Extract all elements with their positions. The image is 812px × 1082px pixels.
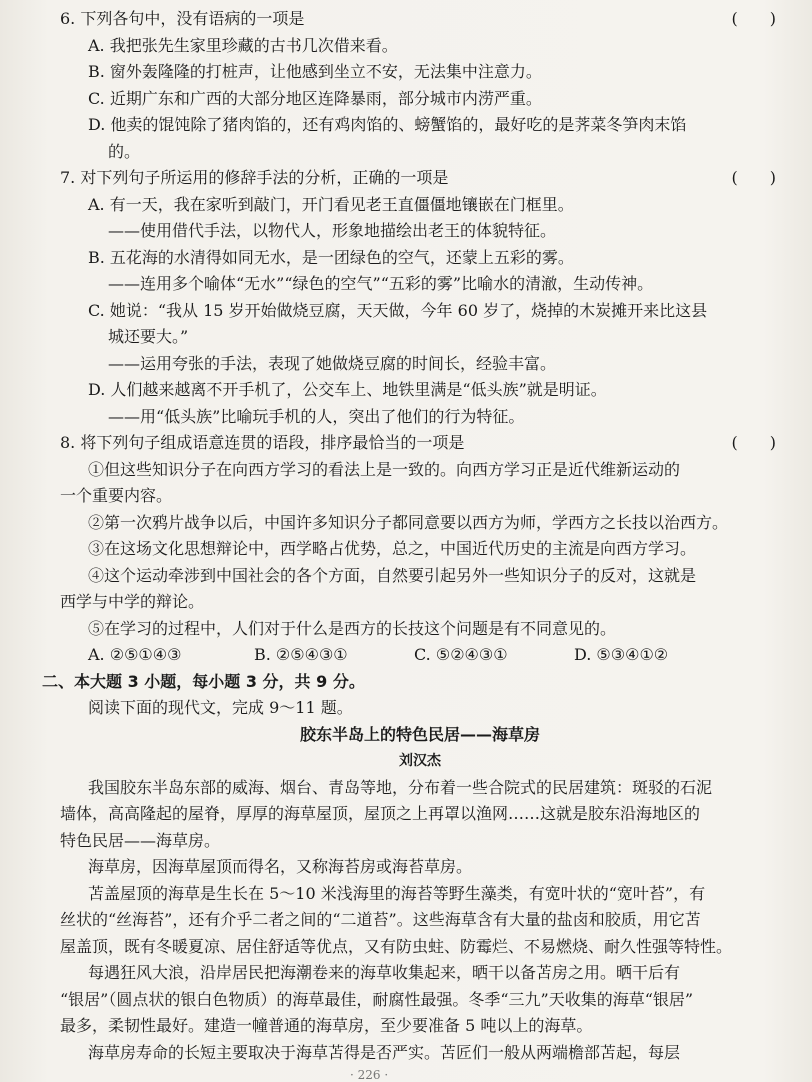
q7-option-c-note: ——运用夸张的手法，表现了她做烧豆腐的时间长，经验丰富。 bbox=[108, 353, 557, 373]
q6-option-c: C. 近期广东和广西的大部分地区连降暴雨，部分城市内涝严重。 bbox=[88, 88, 542, 108]
article-paragraph-3-line-2: 丝状的“丝海苔”，还有介乎二者之间的“二道苔”。这些海草含有大量的盐卤和胶质，用它苫 bbox=[60, 910, 701, 929]
q8-option-c: C. ⑤②④③① bbox=[414, 645, 508, 664]
question-7-stem: 7. 对下列句子所运用的修辞手法的分析，正确的一项是 ( ) bbox=[60, 165, 780, 192]
section-2-heading: 二、本大题 3 小题，每小题 3 分，共 9 分。 bbox=[42, 671, 365, 691]
article-paragraph-4-line-3: 最多，柔韧性最好。建造一幢普通的海草房，至少要准备 5 吨以上的海草。 bbox=[60, 1016, 593, 1035]
article-paragraph-1-line-2: 墙体，高高隆起的屋脊，厚厚的海草屋顶，屋顶之上再罩以渔网……这就是胶东沿海地区的 bbox=[60, 804, 701, 823]
q8-sentence-4: ④这个运动牵涉到中国社会的各个方面，自然要引起另外一些知识分子的反对，这就是 bbox=[88, 565, 697, 585]
q8-sentence-5: ⑤在学习的过程中，人们对于什么是西方的长技这个问题是有不同意见的。 bbox=[88, 618, 617, 638]
q6-option-a: A. 我把张先生家里珍藏的古书几次借来看。 bbox=[88, 35, 398, 55]
q6-option-b: B. 窗外轰隆隆的打桩声，让他感到坐立不安，无法集中注意力。 bbox=[88, 62, 542, 81]
article-author: 刘汉杰 bbox=[399, 753, 441, 769]
q7-option-a: A. 有一天，我在家听到敲门，开门看见老王直僵僵地镶嵌在门框里。 bbox=[88, 194, 574, 214]
q7-option-d: D. 人们越来越离不开手机了，公交车上、地铁里满是“低头族”就是明证。 bbox=[88, 380, 607, 399]
article-paragraph-5: 海草房寿命的长短主要取决于海草苫得是否严实。苫匠们一般从两端檐部苫起，每层 bbox=[88, 1042, 681, 1062]
q8-options bbox=[60, 642, 780, 669]
question-6-stem: 6. 下列各句中，没有语病的一项是 ( ) bbox=[60, 6, 780, 33]
answer-bracket: ( ) bbox=[731, 9, 776, 28]
answer-bracket: ( ) bbox=[731, 168, 776, 187]
section-2-instruction: 阅读下面的现代文，完成 9～11 题。 bbox=[88, 698, 353, 717]
q6-option-d: D. 他卖的馄饨除了猪肉馅的，还有鸡肉馅的、螃蟹馅的，最好吃的是荠菜冬笋肉末馅 bbox=[88, 115, 687, 134]
q8-option-a: A. ②⑤①④③ bbox=[88, 645, 182, 664]
q7-option-d-note: ——用“低头族”比喻玩手机的人，突出了他们的行为特征。 bbox=[108, 406, 525, 426]
q7-option-b: B. 五花海的水清得如同无水，是一团绿色的空气，还蒙上五彩的雾。 bbox=[88, 247, 574, 267]
question-8-stem: 8. 将下列句子组成语意连贯的语段，排序最恰当的一项是 ( ) bbox=[60, 430, 780, 457]
article-paragraph-1: 我国胶东半岛东部的威海、烟台、青岛等地，分布着一些合院式的民居建筑：斑驳的石泥 bbox=[88, 777, 713, 797]
q7-option-c-cont: 城还要大。” bbox=[108, 327, 189, 346]
q8-sentence-4-cont: 西学与中学的辩论。 bbox=[60, 592, 205, 611]
article-paragraph-4-line-2: “银居”（圆点状的银白色物质）的海草最佳，耐腐性最强。冬季“三九”天收集的海草“银居” bbox=[60, 989, 694, 1009]
page-number: · 226 · bbox=[350, 1068, 389, 1082]
article-title: 胶东半岛上的特色民居——海草房 bbox=[299, 724, 540, 744]
article-paragraph-2: 海草房，因海草屋顶而得名，又称海苔房或海苔草房。 bbox=[88, 857, 473, 876]
q6-option-d-cont: 的。 bbox=[108, 141, 141, 161]
q8-sentence-1-cont: 一个重要内容。 bbox=[60, 486, 173, 505]
q8-option-b: B. ②⑤④③① bbox=[254, 645, 348, 664]
page-content bbox=[42, 6, 780, 1066]
q7-option-a-note: ——使用借代手法，以物代人，形象地描绘出老王的体貌特征。 bbox=[108, 221, 557, 240]
q8-sentence-1: ①但这些知识分子在向西方学习的看法上是一致的。向西方学习正是近代维新运动的 bbox=[88, 459, 681, 479]
article-paragraph-4: 每遇狂风大浪，沿岸居民把海潮卷来的海草收集起来，晒干以备苫房之用。晒干后有 bbox=[88, 963, 681, 982]
q8-sentence-3: ③在这场文化思想辩论中，西学略占优势，总之，中国近代历史的主流是向西方学习。 bbox=[88, 539, 697, 558]
answer-bracket: ( ) bbox=[731, 433, 776, 452]
article-paragraph-3-line-3: 屋盖顶，既有冬暖夏凉、居住舒适等优点，又有防虫蛀、防霉烂、不易燃烧、耐久性强等特性。 bbox=[60, 936, 733, 956]
q7-option-c: C. 她说：“我从 15 岁开始做烧豆腐，天天做，今年 60 岁了，烧掉的木炭摊开来比这县 bbox=[88, 300, 708, 320]
q8-option-d: D. ⑤③④①② bbox=[574, 645, 669, 664]
q7-option-b-note: ——连用多个喻体“无水”“绿色的空气”“五彩的雾”比喻水的清澈，生动传神。 bbox=[108, 274, 654, 293]
article-paragraph-3: 苫盖屋顶的海草是生长在 5～10 米浅海里的海苔等野生藻类，有宽叶状的“宽叶苔”，有 bbox=[88, 883, 706, 903]
article-paragraph-1-line-3: 特色民居——海草房。 bbox=[60, 830, 221, 850]
q8-sentence-2: ②第一次鸦片战争以后，中国许多知识分子都同意要以西方为师，学西方之长技以治西方。 bbox=[88, 512, 729, 532]
